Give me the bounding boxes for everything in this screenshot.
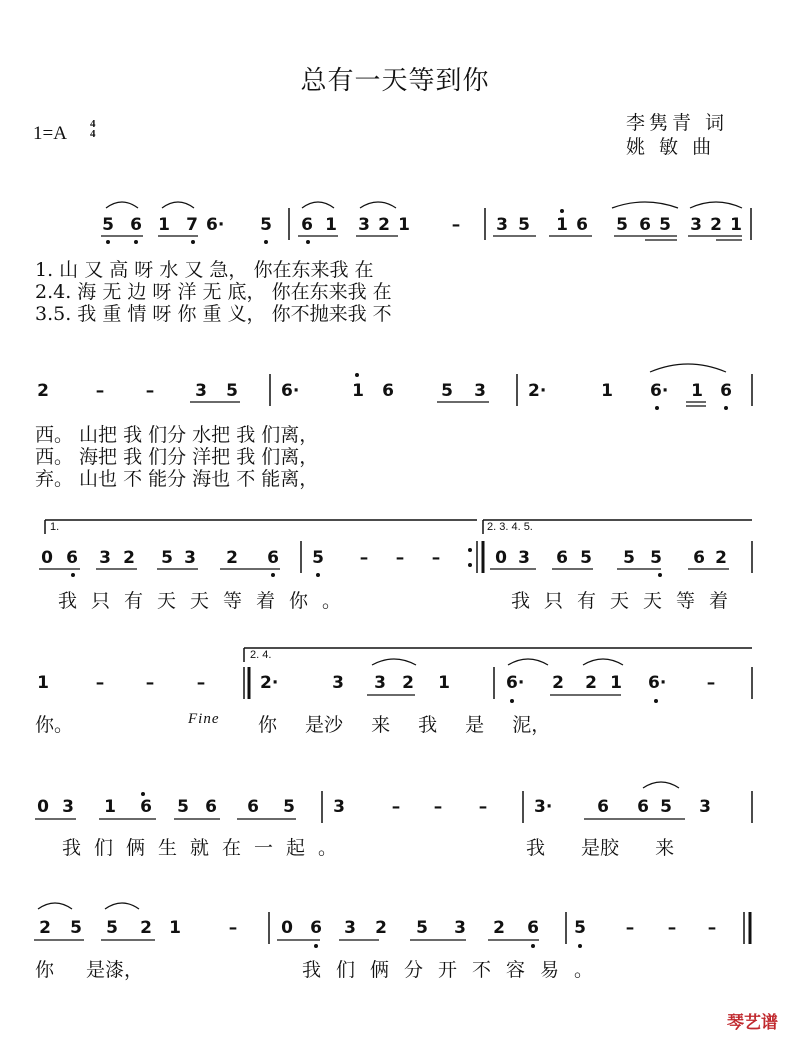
note: 5 <box>660 797 672 817</box>
composer-credit: 姚 敏 曲 <box>626 136 716 158</box>
note: 2 <box>375 918 387 938</box>
note: 2 <box>585 673 597 693</box>
note: 3 <box>332 673 344 693</box>
lyric-line: 你 是沙 来 我 是 泥， <box>258 714 551 736</box>
note: 5 <box>102 215 114 235</box>
note: 6 <box>693 548 705 568</box>
lyric-line: 你 是漆， <box>35 959 144 981</box>
note: 3 <box>344 918 356 938</box>
note: 6· <box>281 381 300 401</box>
note: 5 <box>659 215 671 235</box>
note: 1 <box>169 918 181 938</box>
note: 0 <box>37 797 49 817</box>
note: 6 <box>576 215 588 235</box>
note: 3 <box>374 673 386 693</box>
note: 6 <box>556 548 568 568</box>
note: 1 <box>610 673 622 693</box>
note: 5 <box>623 548 635 568</box>
note: 6 <box>310 918 322 938</box>
note: 6 <box>639 215 651 235</box>
note: – <box>395 548 405 568</box>
note: 1 <box>556 215 568 235</box>
note: 3 <box>333 797 345 817</box>
note: 2 <box>226 548 238 568</box>
note: 6· <box>206 215 225 235</box>
lyricist-credit: 李隽青 词 <box>626 112 729 134</box>
note: 6 <box>720 381 732 401</box>
note: 0 <box>281 918 293 938</box>
note: 6· <box>648 673 667 693</box>
note: – <box>707 918 717 938</box>
volta-ending: 2. 4. <box>250 649 272 661</box>
note: 1 <box>104 797 116 817</box>
key-signature: 1=A 4 4 <box>33 118 96 144</box>
note: 2 <box>402 673 414 693</box>
note: 6 <box>66 548 78 568</box>
lyric-line: 弃。 山也 不 能分 海也 不 能离， <box>35 468 319 490</box>
volta-first-ending: 1. <box>50 521 60 533</box>
note: – <box>359 548 369 568</box>
note: 5 <box>70 918 82 938</box>
note: – <box>625 918 635 938</box>
note: 6 <box>301 215 313 235</box>
note: 7 <box>186 215 198 235</box>
note: 5 <box>518 215 530 235</box>
lyric-line: 我们俩生就在一起。 <box>62 837 351 859</box>
note: 5 <box>441 381 453 401</box>
volta-second-ending: 2. 3. 4. 5. <box>487 521 533 533</box>
note: 5 <box>260 215 272 235</box>
note: – <box>145 673 155 693</box>
note: 5 <box>580 548 592 568</box>
note: 2 <box>552 673 564 693</box>
lyric-line: 2.4. 海 无 边 呀 洋 无 底， 你在东来我 在 <box>35 281 392 303</box>
note: 2 <box>493 918 505 938</box>
note: 3 <box>690 215 702 235</box>
note: 1 <box>325 215 337 235</box>
lyric-line: 你。 <box>35 714 74 736</box>
lyric-line: 西。 山把 我 们分 水把 我 们离， <box>35 424 319 446</box>
lyric-line: 我们俩分开不容易。 <box>302 959 609 981</box>
note: 6 <box>597 797 609 817</box>
note: 6 <box>247 797 259 817</box>
lyric-line: 我只有天天等着 <box>511 590 743 612</box>
note: 5 <box>574 918 586 938</box>
lyric-line: 西。 海把 我 们分 洋把 我 们离， <box>35 446 319 468</box>
note: – <box>431 548 441 568</box>
note: 5 <box>616 215 628 235</box>
lyric-line: 3.5. 我 重 情 呀 你 重 义， 你不抛来我 不 <box>35 303 392 325</box>
time-signature: 4 4 <box>90 118 96 140</box>
note: 0 <box>41 548 53 568</box>
note: 3 <box>99 548 111 568</box>
note: – <box>706 673 716 693</box>
note: 2 <box>140 918 152 938</box>
note: – <box>667 918 677 938</box>
note: 6 <box>382 381 394 401</box>
note: 1 <box>601 381 613 401</box>
note: – <box>391 797 401 817</box>
note: – <box>451 215 461 235</box>
note: 6 <box>637 797 649 817</box>
note: – <box>95 381 105 401</box>
note: 2· <box>260 673 279 693</box>
note: 6 <box>130 215 142 235</box>
note: – <box>145 381 155 401</box>
note: 1 <box>352 381 364 401</box>
note: 2 <box>39 918 51 938</box>
note: 3 <box>195 381 207 401</box>
note: – <box>433 797 443 817</box>
note: 1 <box>438 673 450 693</box>
note: 3 <box>474 381 486 401</box>
note: 5 <box>226 381 238 401</box>
note: 3 <box>454 918 466 938</box>
note: 2 <box>710 215 722 235</box>
note: 3 <box>699 797 711 817</box>
note: 5 <box>283 797 295 817</box>
lyric-line: 我 是胶 来 <box>526 837 675 859</box>
note: 0 <box>495 548 507 568</box>
note: 3 <box>184 548 196 568</box>
note: 1 <box>691 381 703 401</box>
note: 6· <box>506 673 525 693</box>
note: 6 <box>267 548 279 568</box>
note: 1 <box>37 673 49 693</box>
note: – <box>228 918 238 938</box>
note: 3 <box>62 797 74 817</box>
note: 2 <box>37 381 49 401</box>
song-title: 总有一天等到你 <box>300 66 490 96</box>
note: 2 <box>715 548 727 568</box>
note: 2 <box>378 215 390 235</box>
note: 1 <box>158 215 170 235</box>
note: 1 <box>730 215 742 235</box>
note: 6· <box>650 381 669 401</box>
fine-marking: Fine <box>188 711 220 727</box>
note: 5 <box>106 918 118 938</box>
note: 1 <box>398 215 410 235</box>
note: 2 <box>123 548 135 568</box>
note: 3· <box>534 797 553 817</box>
lyric-line: 我只有天天等着你。 <box>58 590 356 612</box>
note: 6 <box>140 797 152 817</box>
note: 6 <box>527 918 539 938</box>
note: 2· <box>528 381 547 401</box>
note: 5 <box>650 548 662 568</box>
note: – <box>95 673 105 693</box>
note: – <box>478 797 488 817</box>
note: 3 <box>358 215 370 235</box>
note: 5 <box>177 797 189 817</box>
note: 3 <box>496 215 508 235</box>
note: 5 <box>416 918 428 938</box>
note: 5 <box>312 548 324 568</box>
watermark-logo: 琴艺谱 <box>727 1013 778 1033</box>
note: – <box>196 673 206 693</box>
note: 3 <box>518 548 530 568</box>
lyric-line: 1. 山 又 高 呀 水 又 急， 你在东来我 在 <box>35 259 374 281</box>
note: 6 <box>205 797 217 817</box>
note: 5 <box>161 548 173 568</box>
